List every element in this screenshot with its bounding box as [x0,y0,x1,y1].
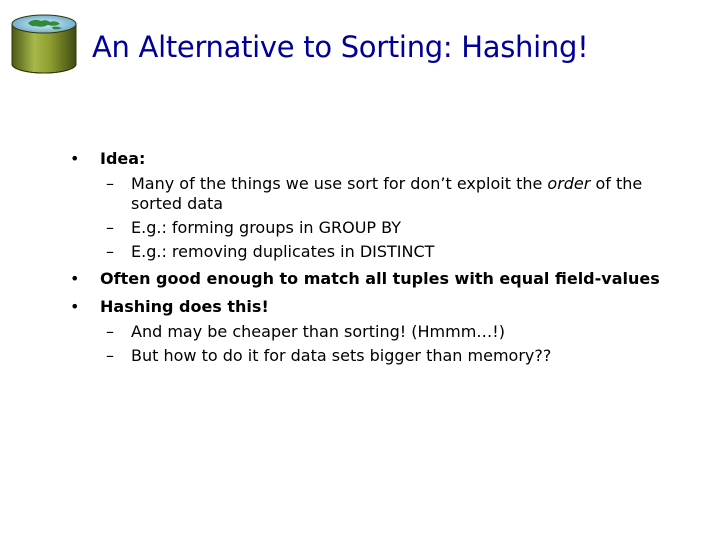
bullet-item [0,148,660,170]
bullet-marker: • [70,269,80,288]
sub-bullet-text: But how to do it for data sets bigger than memory?? [131,346,552,365]
bullet-text: Hashing does this! [100,297,269,316]
sub-bullet-text: And may be cheaper than sorting! (Hmmm…!) [131,322,505,341]
bullet-marker: • [70,149,80,168]
bullet-marker: • [70,297,80,316]
sub-bullet-text: E.g.: forming groups in GROUP BY [131,218,402,237]
dash-marker: – [106,174,114,193]
sub-bullet-text-end: of the sorted data [131,174,643,213]
sub-bullet-item [0,346,671,366]
database-globe-icon [8,10,80,76]
slide-content [0,148,720,366]
sub-bullet-item [0,174,671,214]
sub-bullet-item [0,242,671,262]
sub-bullet-item [0,322,671,342]
dash-marker: – [106,218,114,237]
sub-bullet-text: E.g.: removing duplicates in DISTINCT [131,242,435,261]
slide-title: An Alternative to Sorting: Hashing! [92,30,589,64]
sub-bullet-text: Many of the things we use sort for don’t exploit the [131,174,548,193]
dash-marker: – [106,322,114,341]
bullet-text: Often good enough to match all tuples with equal field-values [100,269,660,288]
dash-marker: – [106,242,114,261]
emphasis-text: order [547,174,591,193]
dash-marker: – [106,346,114,365]
bullet-item [0,268,660,290]
sub-bullet-item [0,218,671,238]
bullet-text: Idea: [100,149,146,168]
bullet-item [0,296,660,318]
